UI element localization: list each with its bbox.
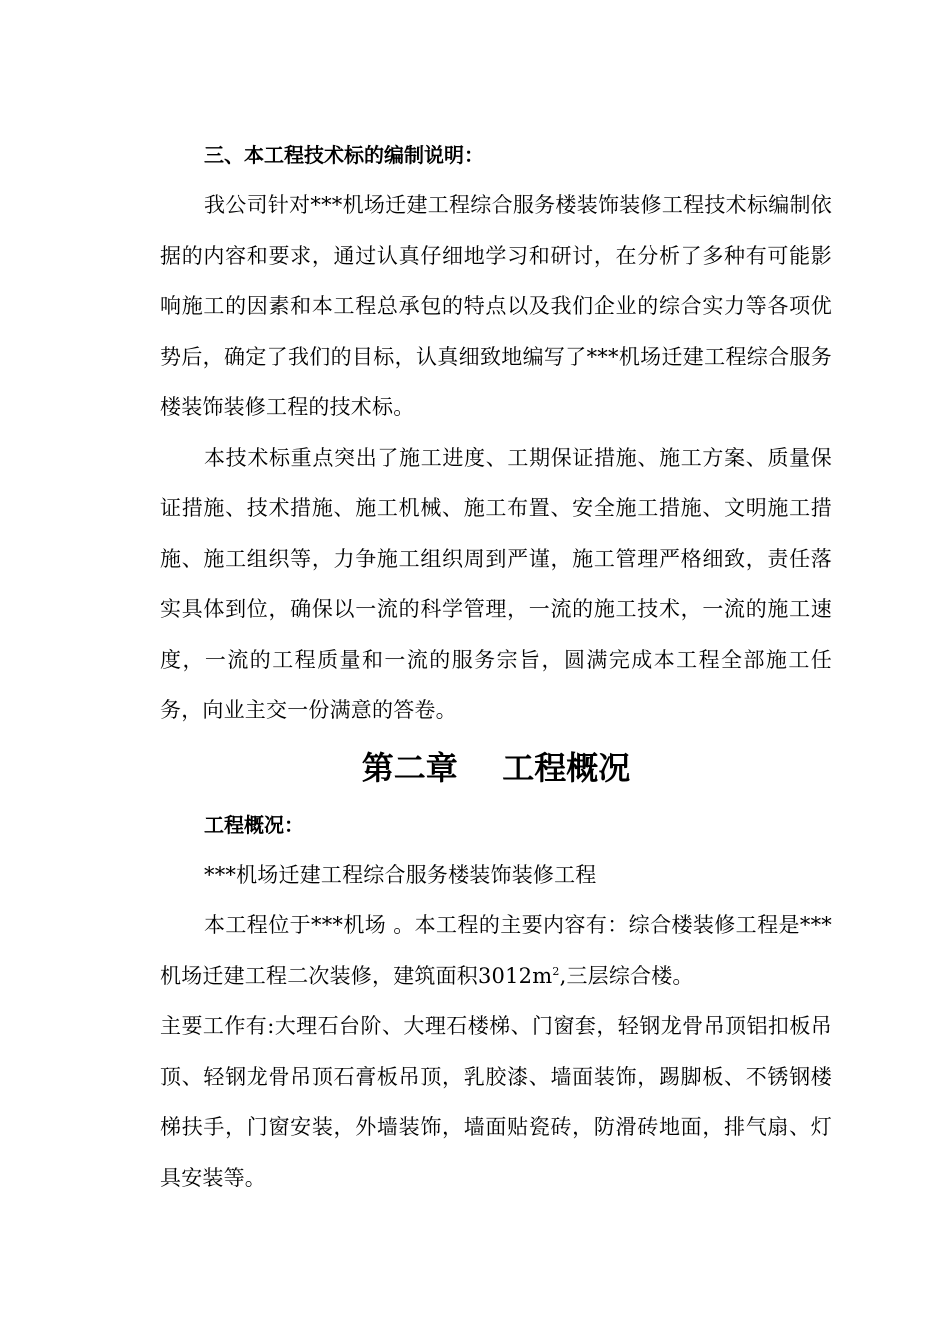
document-page (160, 130, 832, 1203)
chapter-title: 第二章 工程概况 (361, 748, 631, 787)
project-name: ***机场迁建工程综合服务楼装饰装修工程 (204, 862, 597, 887)
overview-heading: 工程概况： (204, 812, 304, 837)
paragraph-main-work: 主要工作有:大理石台阶、大理石楼梯、门窗套，轻钢龙骨吊顶铝扣板吊顶、轻钢龙骨吊顶石膏板吊顶，乳胶漆、墙面装饰，踢脚板、不锈钢楼梯扶手，门窗安装，外墙装饰，墙面贴瓷砖，防滑砖地面，排气扇、灯具安装等。 (160, 1014, 832, 1190)
section-heading: 三、本工程技术标的编制说明： (204, 143, 484, 167)
location-text-b: ,三层综合楼。 (559, 963, 694, 988)
paragraph-technical-highlights: 本技术标重点突出了施工进度、工期保证措施、施工方案、质量保证措施、技术措施、施工机械、施工布置、安全施工措施、文明施工措施、施工组织等，力争施工组织周到严谨，施工管理严格细致，责任落实具体到位，确保以一流的科学管理，一流的施工技术，一流的施工速度，一流的工程质量和一流的服务宗旨，圆满完成本工程全部施工任务，向业主交一份满意的答卷。 (160, 445, 832, 722)
paragraph-location (160, 900, 832, 1001)
paragraph-compilation-basis: 我公司针对***机场迁建工程综合服务楼装饰装修工程技术标编制依据的内容和要求，通过认真仔细地学习和研讨，在分析了多种有可能影响施工的因素和本工程总承包的特点以及我们企业的综合实力等各项优势后，确定了我们的目标，认真细致地编写了***机场迁建工程综合服务楼装饰装修工程的技术标。 (160, 193, 832, 419)
location-text-a: 本工程位于***机场 。本工程的主要内容有：综合楼装修工程是***机场迁建工程二次装修，建筑面积3012m (160, 913, 832, 988)
area-unit-superscript: 2 (552, 964, 560, 978)
